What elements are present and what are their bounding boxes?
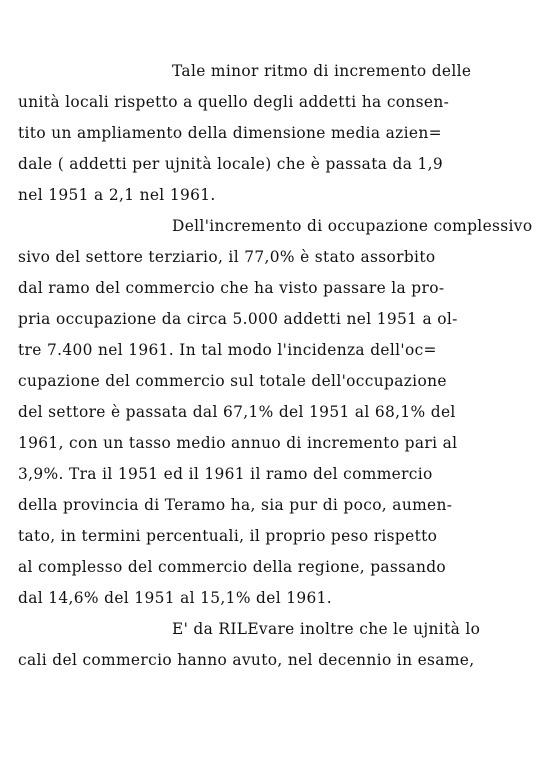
text-line: E' da RILEvare inoltre che le ujnità lo xyxy=(172,620,481,638)
text-line: sivo del settore terziario, il 77,0% è stato assorbito xyxy=(18,248,436,266)
text-line: della provincia di Teramo ha, sia pur di poco, aumen- xyxy=(18,496,453,514)
text-line: del settore è passata dal 67,1% del 1951 al 68,1% del xyxy=(18,403,456,421)
text-line: unità locali rispetto a quello degli addetti ha consen- xyxy=(18,93,450,111)
text-line: tato, in termini percentuali, il proprio peso rispetto xyxy=(18,527,438,545)
text-line: dal ramo del commercio che ha visto passare la pro- xyxy=(18,279,445,297)
text-line: 3,9%. Tra il 1951 ed il 1961 il ramo del commercio xyxy=(18,465,433,483)
text-line: tito un ampliamento della dimensione media azien= xyxy=(18,124,442,142)
text-line: cali del commercio hanno avuto, nel decennio in esame, xyxy=(18,651,475,669)
text-line: dal 14,6% del 1951 al 15,1% del 1961. xyxy=(18,589,333,607)
text-line: Dell'incremento di occupazione complessivo xyxy=(172,217,533,235)
text-line: dale ( addetti per ujnità locale) che è passata da 1,9 xyxy=(18,155,443,173)
text-line: cupazione del commercio sul totale dell'occupazione xyxy=(18,372,447,390)
text-line: Tale minor ritmo di incremento delle xyxy=(172,62,472,80)
text-line: nel 1951 a 2,1 nel 1961. xyxy=(18,186,216,204)
text-line: pria occupazione da circa 5.000 addetti nel 1951 a ol- xyxy=(18,310,458,328)
text-line: al complesso del commercio della regione, passando xyxy=(18,558,447,576)
text-line: 1961, con un tasso medio annuo di incremento pari al xyxy=(18,434,458,452)
text-line: tre 7.400 nel 1961. In tal modo l'incidenza dell'oc= xyxy=(18,341,437,359)
